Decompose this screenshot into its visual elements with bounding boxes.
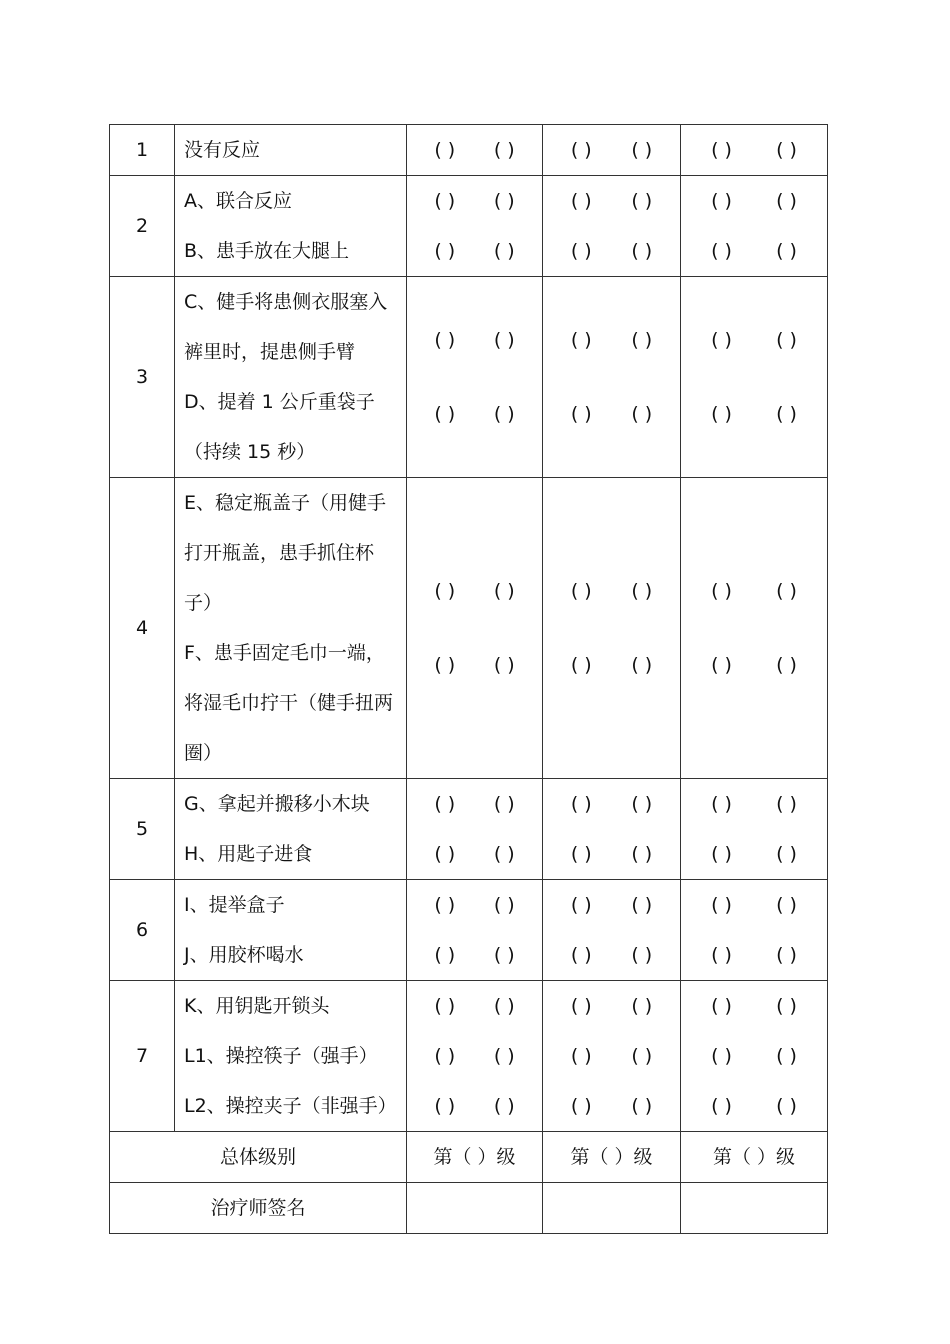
table-row [110,176,828,277]
score-slot[interactable]: ( ) [711,580,732,602]
item-text: 圈） [184,742,223,764]
score-slot[interactable]: ( ) [434,995,456,1017]
score-slot[interactable]: ( ) [493,1095,515,1117]
score-slot[interactable]: ( ) [570,240,592,262]
score-slot[interactable]: ( ) [434,793,456,815]
score-cell [407,779,543,880]
score-slot[interactable]: ( ) [570,793,592,815]
score-slot[interactable]: ( ) [776,995,797,1017]
score-cell [407,478,543,779]
row-number: 4 [110,478,175,779]
item-cell [175,981,407,1132]
score-slot[interactable]: ( ) [434,190,456,212]
item-cell [175,779,407,880]
score-slot[interactable]: ( ) [711,944,732,966]
table-row [110,779,828,880]
score-slot[interactable]: ( ) [434,403,456,425]
score-slot[interactable]: ( ) [711,190,732,212]
score-slot[interactable]: ( ) [776,894,797,916]
score-slot[interactable]: ( ) [631,329,653,351]
score-slot[interactable]: ( ) [776,190,797,212]
score-slot[interactable]: ( ) [570,403,592,425]
score-cell [407,981,543,1132]
item-text: G、拿起并搬移小木块 [184,793,370,815]
score-slot[interactable]: ( ) [631,843,653,865]
score-slot[interactable]: ( ) [434,580,456,602]
score-cell [543,779,681,880]
score-slot[interactable]: ( ) [711,1045,732,1067]
table-row [110,478,828,779]
item-text: H、用匙子进食 [184,843,313,865]
score-slot[interactable]: ( ) [434,843,456,865]
item-text: L1、操控筷子（强手） [184,1045,378,1067]
item-text: E、稳定瓶盖子（用健手 [184,492,387,514]
score-slot[interactable]: ( ) [631,793,653,815]
row-number: 7 [110,981,175,1132]
score-slot[interactable]: ( ) [711,843,732,865]
score-slot[interactable]: ( ) [711,403,732,425]
item-text: A、联合反应 [184,190,292,212]
score-slot[interactable]: ( ) [711,793,732,815]
score-slot[interactable]: ( ) [493,843,515,865]
score-slot[interactable]: ( ) [434,654,456,676]
item-text: I、提举盒子 [184,894,285,916]
score-slot[interactable]: ( ) [631,139,653,161]
score-slot[interactable]: ( ) [434,139,456,161]
row-number: 2 [110,176,175,277]
score-cell [681,981,828,1132]
score-slot[interactable]: ( ) [711,240,732,262]
score-slot[interactable]: ( ) [711,894,732,916]
score-slot[interactable]: ( ) [493,995,515,1017]
score-slot[interactable]: ( ) [631,1045,653,1067]
score-slot[interactable]: ( ) [493,329,515,351]
signature-row [110,1183,828,1234]
score-slot[interactable]: ( ) [776,580,797,602]
score-slot[interactable]: ( ) [711,654,732,676]
score-slot[interactable]: ( ) [570,1095,592,1117]
score-slot[interactable]: ( ) [711,995,732,1017]
score-slot[interactable]: ( ) [776,843,797,865]
item-text: B、患手放在大腿上 [184,240,350,262]
score-slot[interactable]: ( ) [493,944,515,966]
score-slot[interactable]: ( ) [434,240,456,262]
item-cell [175,277,407,478]
row-number: 1 [110,125,175,176]
score-slot[interactable]: ( ) [776,139,797,161]
item-text: F、患手固定毛巾一端， [184,642,385,664]
score-cell [681,277,828,478]
item-text: L2、操控夹子（非强手） [184,1095,397,1117]
overall-grade-row [110,1132,828,1183]
score-slot[interactable]: ( ) [631,240,653,262]
score-slot[interactable]: ( ) [570,190,592,212]
score-slot[interactable]: ( ) [493,793,515,815]
score-slot[interactable]: ( ) [493,139,515,161]
item-text: 将湿毛巾拧干（健手扭两 [184,692,394,714]
score-cell [543,277,681,478]
therapist-signature-label: 治疗师签名 [110,1183,407,1234]
row-number: 6 [110,880,175,981]
score-slot[interactable]: ( ) [493,190,515,212]
score-cell [407,125,543,176]
signature-cell[interactable] [407,1183,543,1234]
score-cell [407,880,543,981]
score-slot[interactable]: ( ) [776,403,797,425]
item-cell [175,880,407,981]
score-slot[interactable]: ( ) [711,139,732,161]
item-text: D、提着 1 公斤重袋子 [184,391,375,413]
score-slot[interactable]: ( ) [570,894,592,916]
score-cell [407,176,543,277]
table-row [110,880,828,981]
score-slot[interactable]: ( ) [776,793,797,815]
score-cell [543,176,681,277]
item-text: （持续 15 秒） [184,441,316,463]
score-cell [543,478,681,779]
score-slot[interactable]: ( ) [493,654,515,676]
score-slot[interactable]: ( ) [776,329,797,351]
item-text: 裤里时，提患侧手臂 [184,341,356,363]
table-row [110,277,828,478]
score-cell [543,880,681,981]
score-slot[interactable]: ( ) [434,1095,456,1117]
item-text: 子） [184,592,223,614]
score-slot[interactable]: ( ) [631,894,653,916]
item-text: 打开瓶盖，患手抓住杯 [184,542,375,564]
table-row [110,125,828,176]
item-cell [175,176,407,277]
score-slot[interactable]: ( ) [631,995,653,1017]
score-slot[interactable]: ( ) [776,1095,797,1117]
score-cell [681,880,828,981]
grade-cell[interactable]: 第（ ）级 [681,1132,828,1183]
score-cell [543,125,681,176]
score-slot[interactable]: ( ) [570,329,592,351]
score-slot[interactable]: ( ) [776,1045,797,1067]
score-slot[interactable]: ( ) [493,894,515,916]
score-slot[interactable]: ( ) [570,580,592,602]
score-slot[interactable]: ( ) [631,1095,653,1117]
score-slot[interactable]: ( ) [493,240,515,262]
item-text: J、用胶杯喝水 [184,944,304,966]
score-slot[interactable]: ( ) [434,1045,456,1067]
score-slot[interactable]: ( ) [570,944,592,966]
score-slot[interactable]: ( ) [434,329,456,351]
item-text: K、用钥匙开锁头 [184,995,330,1017]
assessment-table [109,124,828,1234]
score-slot[interactable]: ( ) [631,190,653,212]
item-cell [175,125,407,176]
score-slot[interactable]: ( ) [570,1045,592,1067]
score-slot[interactable]: ( ) [570,654,592,676]
score-cell [681,125,828,176]
score-slot[interactable]: ( ) [711,1095,732,1117]
score-slot[interactable]: ( ) [631,654,653,676]
score-slot[interactable]: ( ) [711,329,732,351]
score-slot[interactable]: ( ) [776,654,797,676]
overall-grade-label: 总体级别 [110,1132,407,1183]
grade-cell[interactable]: 第（ ）级 [407,1132,543,1183]
item-text: C、健手将患侧衣服塞入 [184,291,388,313]
score-slot[interactable]: ( ) [570,995,592,1017]
table-row [110,981,828,1132]
row-number: 3 [110,277,175,478]
score-slot[interactable]: ( ) [631,580,653,602]
score-cell [681,478,828,779]
score-slot[interactable]: ( ) [631,944,653,966]
item-text: 没有反应 [184,139,261,161]
item-cell [175,478,407,779]
signature-cell[interactable] [681,1183,828,1234]
score-cell [681,779,828,880]
score-cell [543,981,681,1132]
score-slot[interactable]: ( ) [570,843,592,865]
score-cell [681,176,828,277]
score-slot[interactable]: ( ) [493,580,515,602]
score-slot[interactable]: ( ) [434,894,456,916]
grade-cell[interactable]: 第（ ）级 [543,1132,681,1183]
score-slot[interactable]: ( ) [631,403,653,425]
score-slot[interactable]: ( ) [493,403,515,425]
score-slot[interactable]: ( ) [570,139,592,161]
score-slot[interactable]: ( ) [434,944,456,966]
score-cell [407,277,543,478]
score-slot[interactable]: ( ) [493,1045,515,1067]
signature-cell[interactable] [543,1183,681,1234]
row-number: 5 [110,779,175,880]
score-slot[interactable]: ( ) [776,240,797,262]
score-slot[interactable]: ( ) [776,944,797,966]
